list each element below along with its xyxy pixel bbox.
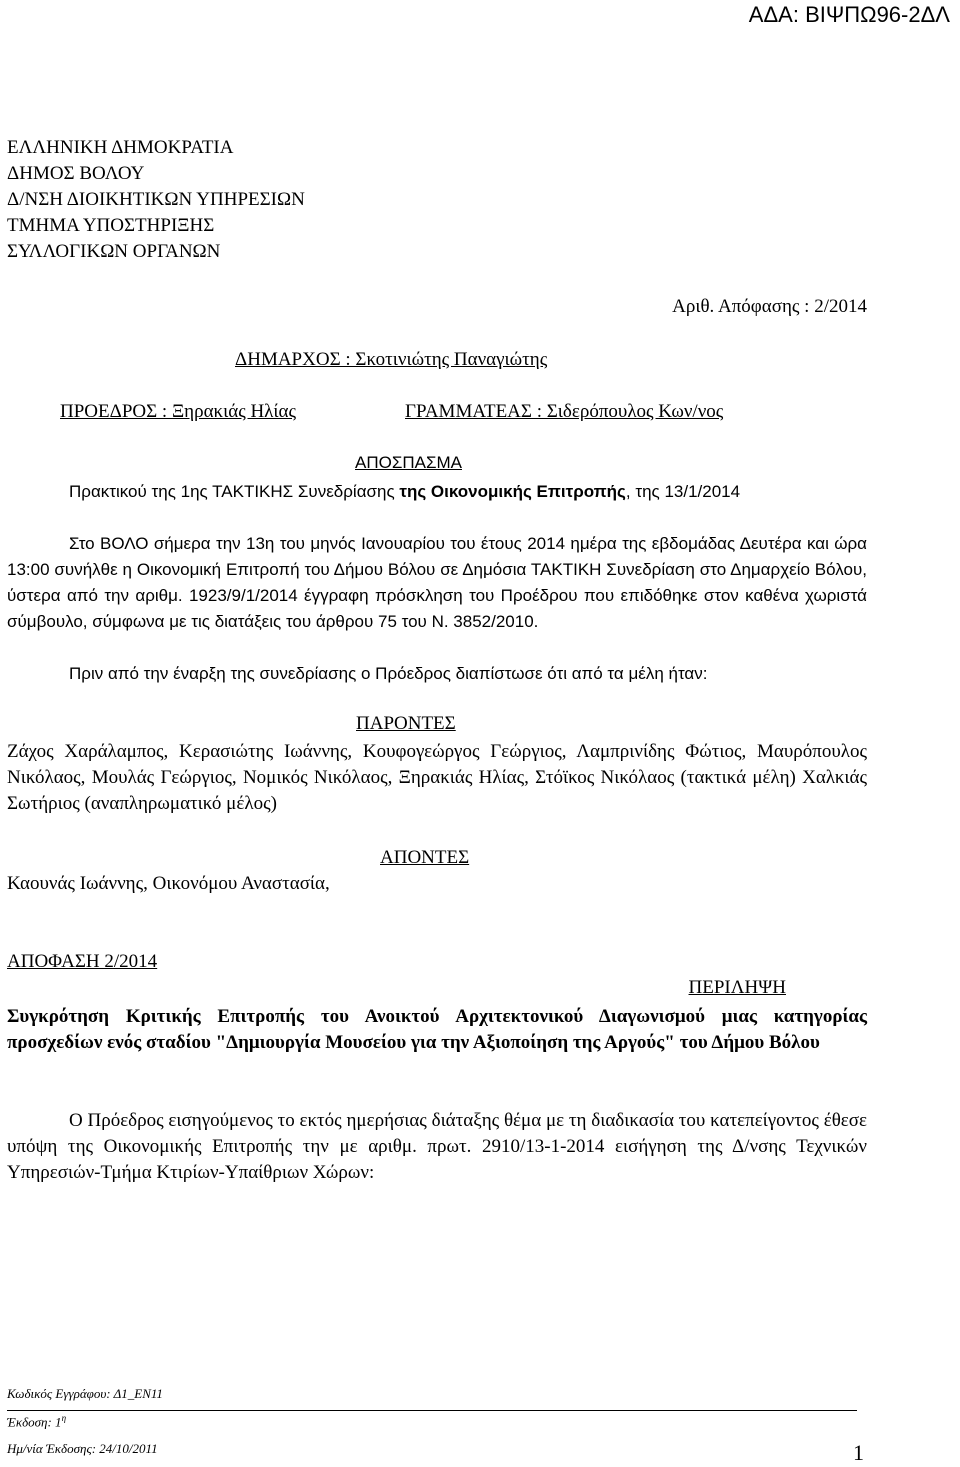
present-list: Ζάχος Χαράλαμπος, Κερασιώτης Ιωάννης, Κουφογεώργος Γεώργιος, Λαμπρινίδης Φώτιος, Μαυρόπουλος Νικόλαος, Μουλάς Γεώργιος, Νομικός Νικόλαος, Ξηρακιάς Ηλίας, Στόϊκος Νικόλαος (τακτικά μέλη) Χαλκιάς Σωτήριος (αναπληρωματικό μέλος) xyxy=(7,741,867,814)
page-number: 1 xyxy=(853,1440,864,1465)
header-line: ΕΛΛΗΝΙΚΗ ΔΗΜΟΚΡΑΤΙΑ xyxy=(7,137,234,158)
absent-list: Καουνάς Ιωάννης, Οικονόμου Αναστασία, xyxy=(7,873,330,894)
minutes-post: , της 13/1/2014 xyxy=(625,482,741,501)
edition-label: Έκδοση: 1 xyxy=(7,1414,62,1430)
secretary-line: ΓΡΑΜΜΑΤΕΑΣ : Σιδερόπουλος Κων/νος xyxy=(405,401,724,422)
summary-title: ΠΕΡΙΛΗΨΗ xyxy=(688,977,786,998)
committee-name: της Οικονομικής Επιτροπής xyxy=(399,482,626,501)
header-line: ΤΜΗΜΑ ΥΠΟΣΤΗΡΙΞΗΣ xyxy=(7,215,215,236)
header-line: ΔΗΜΟΣ ΒΟΛΟΥ xyxy=(7,163,145,184)
absent-title: ΑΠΟΝΤΕΣ xyxy=(380,847,470,868)
edition-sup: η xyxy=(61,1413,67,1423)
issuer-header xyxy=(7,135,305,265)
extract-title: ΑΠΟΣΠΑΣΜΑ xyxy=(355,453,462,472)
intro-paragraph: Στο ΒΟΛΟ σήμερα την 13η του μηνός Ιανουαρίου του έτους 2014 ημέρα της εβδομάδας Δευτέρα και ώρα 13:00 συνήλθε η Οικονομική Επιτροπή του Δήμου Βόλου σε Δημόσια ΤΑΚΤΙΚΗ Συνεδρίαση στο Δημαρχείο Βόλου, ύστερα από την αριθμ. 1923/9/1/2014 έγγραφη πρόσκληση του Προέδρου που επιδόθηκε στον καθένα χωριστά σύμβουλο, σύμφωνα με τις διατάξεις του άρθρου 75 του Ν. 3852/2010. xyxy=(7,534,867,631)
document-code: Κωδικός Εγγράφου: Δ1_ΕΝ11 xyxy=(7,1386,163,1401)
edition xyxy=(7,1413,66,1430)
header-line: Δ/ΝΣΗ ΔΙΟΙΚΗΤΙΚΩΝ ΥΠΗΡΕΣΙΩΝ xyxy=(7,189,305,210)
quorum-sentence: Πριν από την έναρξη της συνεδρίασης ο Πρόεδρος διαπίστωσε ότι από τα μέλη ήταν: xyxy=(69,664,708,683)
body-paragraph: Ο Πρόεδρος εισηγούμενος το εκτός ημερήσιας διάταξης θέμα με τη διαδικασία του κατεπείγοντος έθεσε υπόψη της Οικονομικής Επιτροπής την με αριθμ. πρωτ. 2910/13-1-2014 εισήγηση της Δ/νσης Τεχνικών Υπηρεσιών-Τμήμα Κτιρίων-Υπαίθριων Χώρων: xyxy=(7,1110,867,1183)
footer-divider xyxy=(7,1410,857,1411)
minutes-line xyxy=(7,479,867,505)
present-title: ΠΑΡΟΝΤΕΣ xyxy=(356,713,456,734)
mayor-line: ΔΗΜΑΡΧΟΣ : Σκοτινιώτης Παναγιώτης xyxy=(235,349,548,370)
header-line: ΣΥΛΛΟΓΙΚΩΝ ΟΡΓΑΝΩΝ xyxy=(7,241,221,262)
decision-title: ΑΠΟΦΑΣΗ 2/2014 xyxy=(7,951,158,972)
president-line: ΠΡΟΕΔΡΟΣ : Ξηρακιάς Ηλίας xyxy=(60,401,296,422)
minutes-pre: Πρακτικού της 1ης ΤΑΚΤΙΚΗΣ Συνεδρίασης xyxy=(69,482,400,501)
decision-number: Αριθ. Απόφασης : 2/2014 xyxy=(672,296,867,317)
ada-code: ΑΔΑ: ΒΙΨΠΩ96-2ΔΛ xyxy=(748,2,950,27)
summary-text: Συγκρότηση Κριτικής Επιτροπής του Ανοικτού Αρχιτεκτονικού Διαγωνισμού μιας κατηγορίας προσχεδίων ενός σταδίου "Δημιουργία Μουσείου για την Αξιοποίηση της Αργούς" του Δήμου Βόλου xyxy=(7,1006,867,1053)
issue-date: Ημ/νία Έκδοσης: 24/10/2011 xyxy=(7,1441,158,1456)
